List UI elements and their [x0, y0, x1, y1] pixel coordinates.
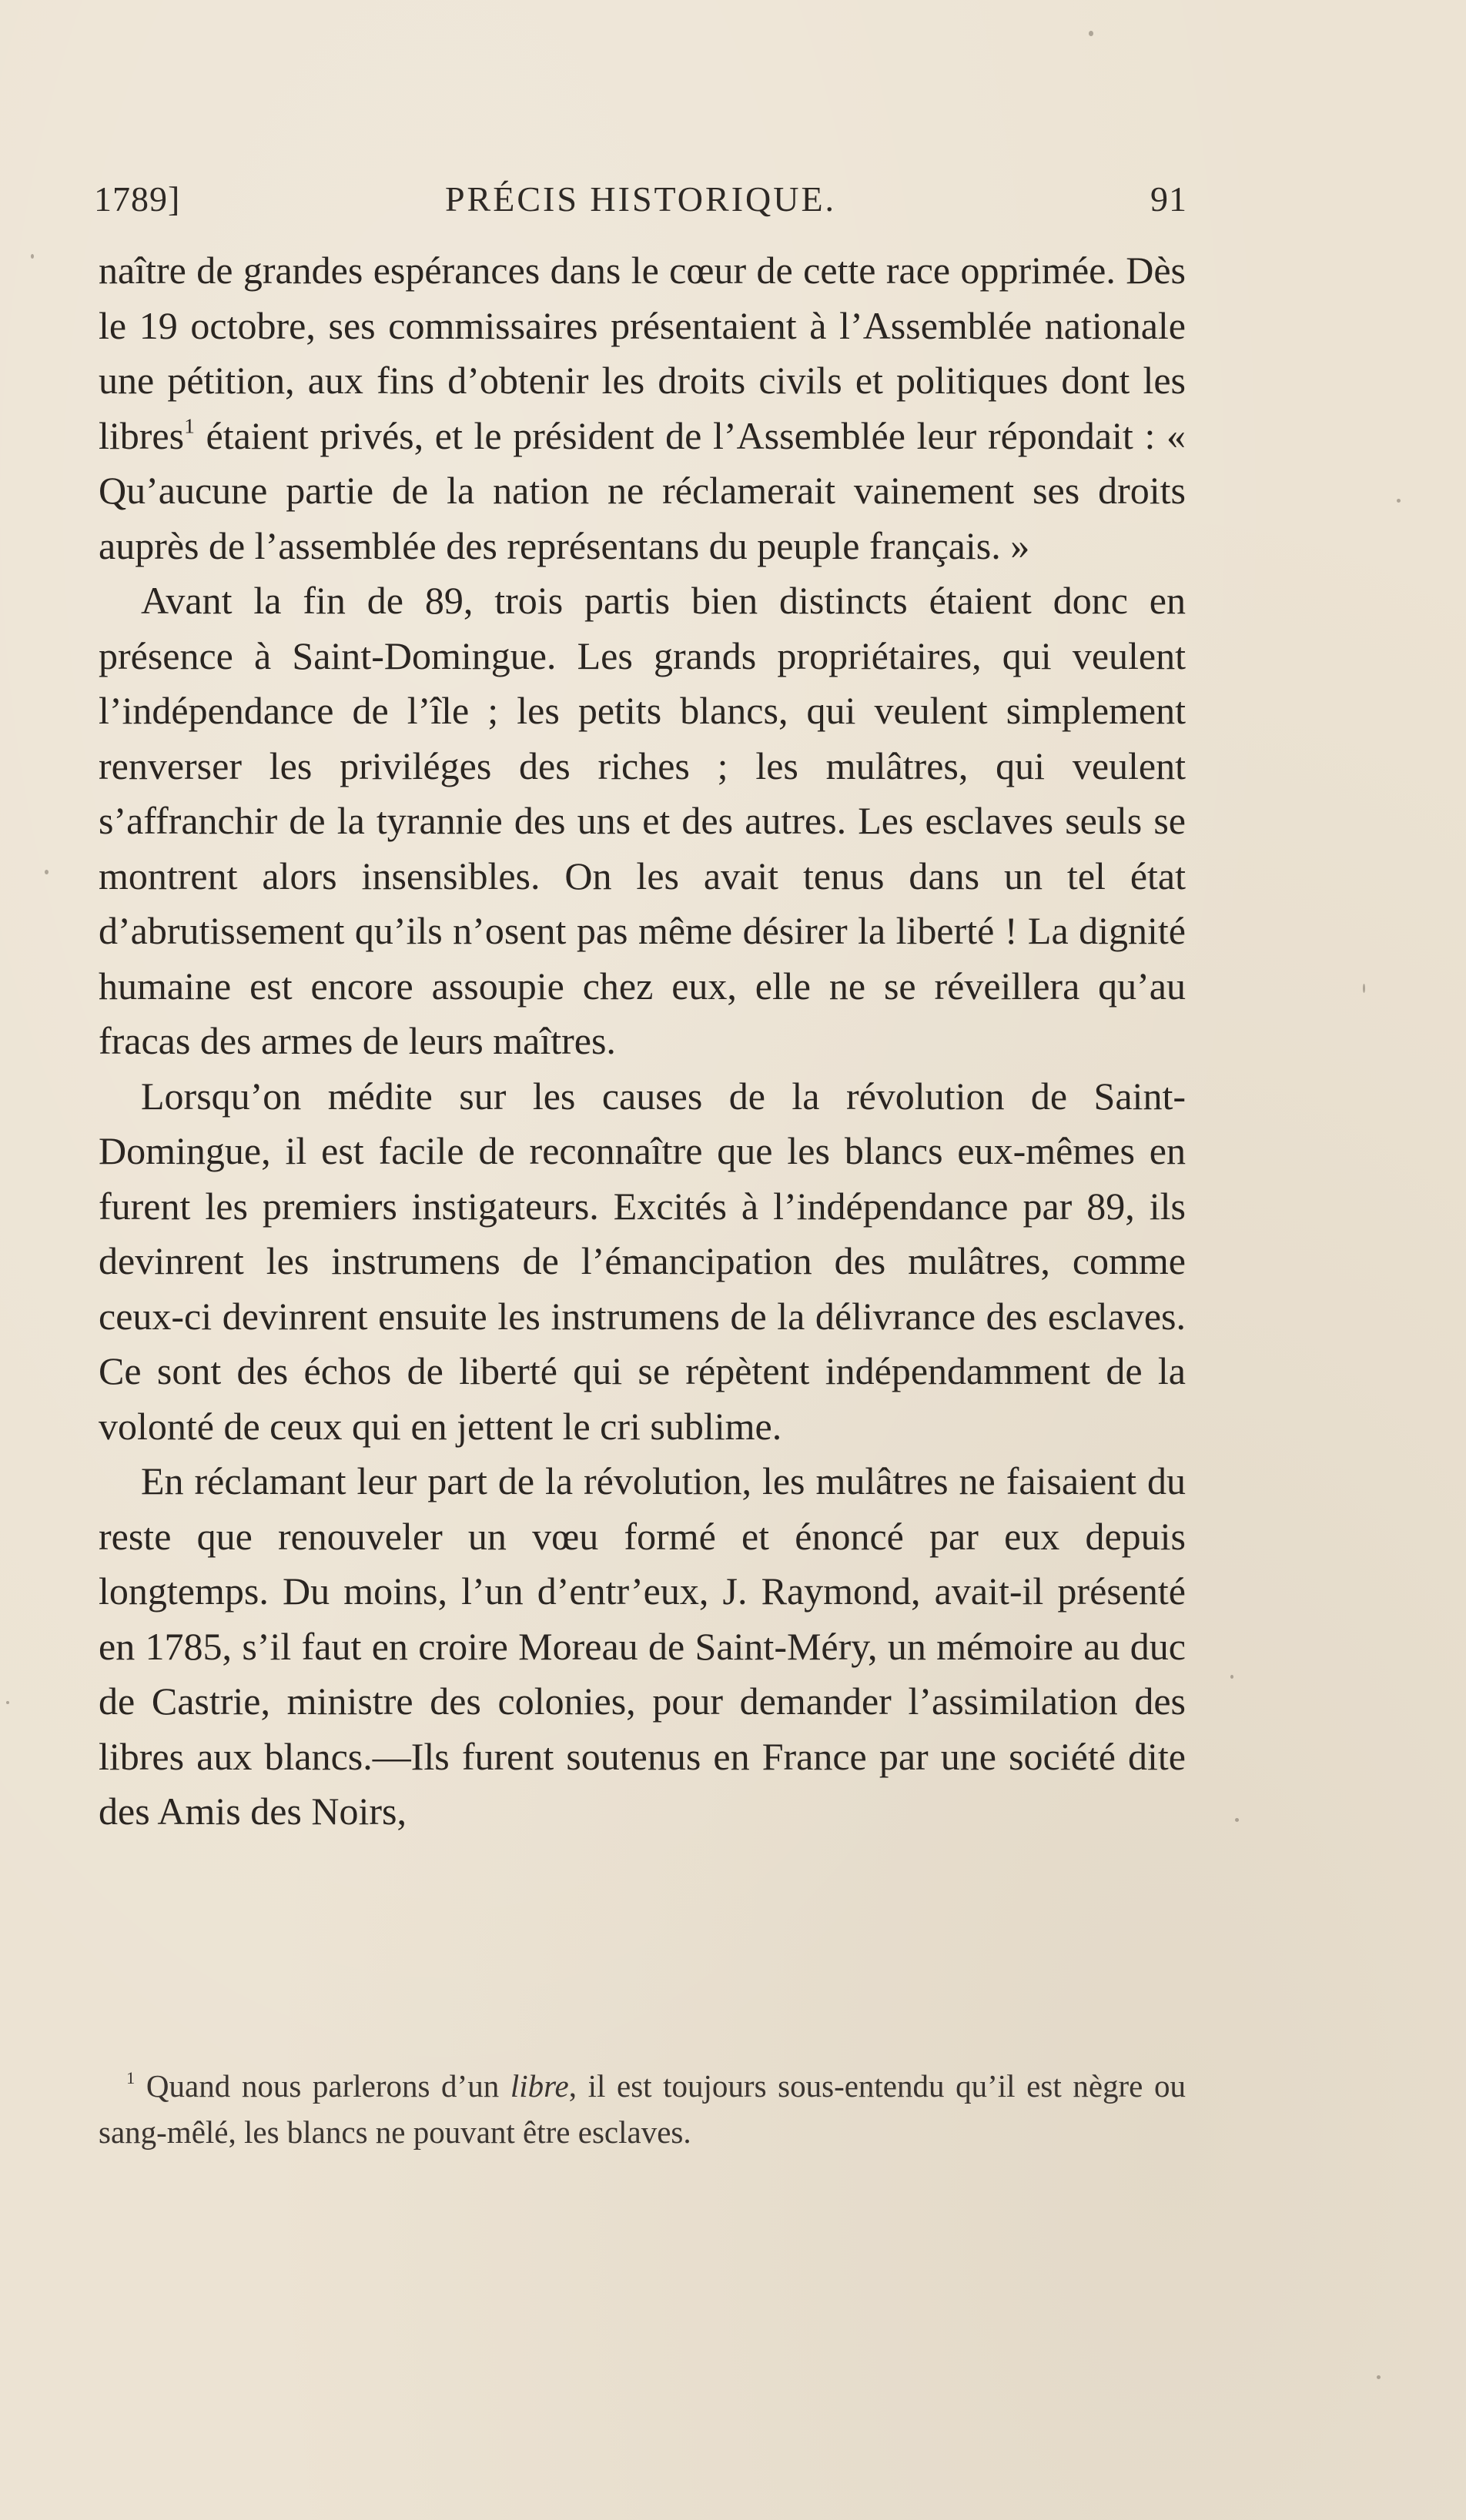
paragraph-4-text: En réclamant leur part de la révolution, les mulâtres ne faisaient du reste que renouveler un vœu formé et énoncé par eux depuis longtemps. Du moins, l’un d’entr’eux, J. Raymond, avait-il présenté en 1785, s’il faut en croire Moreau de Saint-Méry, un mémoire au duc de Castrie, ministre des colonies, pour demander l’assimilation des libres aux blancs.—Ils furent soutenus en France par une société dite des Amis des Noirs,: [99, 1459, 1186, 1833]
paper-speck: [1397, 499, 1401, 503]
footnote-text-a: Quand nous parlerons d’un: [135, 2068, 510, 2104]
paragraph-1-text-b: étaient privés, et le président de l’Assemblée leur répondait : « Qu’aucune partie de la nation ne réclamerait vainement ses droits auprès de l’assemblée des représentans du peuple français. »: [99, 413, 1186, 567]
footnote: [99, 2063, 1186, 2155]
header-title: PRÉCIS HISTORIQUE.: [444, 179, 837, 219]
paragraph-2-text: Avant la fin de 89, trois partis bien distincts étaient donc en présence à Saint-Domingue. Les grands propriétaires, qui veulent l’indépendance de l’île ; les petits blancs, qui veulent simplement renverser les priviléges des riches ; les mulâtres, qui veulent s’affranchir de la tyrannie des uns et des autres. Les esclaves seuls se montrent alors insensibles. On les avait tenus dans un tel état d’abrutissement qu’ils n’osent pas même désirer la liberté ! La dignité humaine est encore assoupie chez eux, elle ne se réveillera qu’au fracas des armes de leurs maîtres.: [99, 579, 1186, 1062]
footnote-marker: 1: [126, 2068, 136, 2088]
paragraph-4: [99, 1454, 1186, 1840]
running-header: [94, 179, 1187, 232]
paper-speck: [1230, 1675, 1233, 1679]
paragraph-1: [99, 243, 1186, 573]
paper-speck: [1235, 1818, 1239, 1822]
paragraph-1-text-a: naître de grandes espérances dans le cœur de cette race opprimée. Dès le 19 octobre, ses commissaires présentaient à l’Assemblée nationale une pétition, aux fins d’obtenir les droits civils et politiques dont les libres: [99, 249, 1186, 457]
paper-speck: [1089, 31, 1093, 36]
paper-speck: [45, 870, 49, 874]
paper-speck: [1377, 2375, 1381, 2379]
header-year: 1789]: [94, 179, 181, 219]
page-number: 91: [1150, 179, 1187, 219]
footnote-text: [99, 2063, 1186, 2155]
footnote-reference: 1: [184, 413, 195, 437]
paragraph-3-text: Lorsqu’on médite sur les causes de la révolution de Saint-Domingue, il est facile de reconnaître que les blancs eux-mêmes en furent les premiers instigateurs. Excités à l’indépendance par 89, ils devinrent les instrumens de l’émancipation des mulâtres, comme ceux-ci devinrent ensuite les instrumens de la délivrance des esclaves. Ce sont des échos de liberté qui se répètent indépendamment de la volonté de ceux qui en jettent le cri sublime.: [99, 1074, 1186, 1448]
footnote-italic-term: libre: [510, 2068, 569, 2104]
body-text: [99, 243, 1186, 1840]
paragraph-3: [99, 1069, 1186, 1455]
paper-speck: [31, 254, 34, 259]
paper-speck: [1363, 984, 1365, 993]
paper-speck: [6, 1701, 9, 1704]
footnote-text-b: , il est toujours sous-entendu qu’il est nègre ou sang-mêlé, les blancs ne pouvant être esclaves.: [99, 2068, 1186, 2150]
paragraph-2: [99, 573, 1186, 1069]
